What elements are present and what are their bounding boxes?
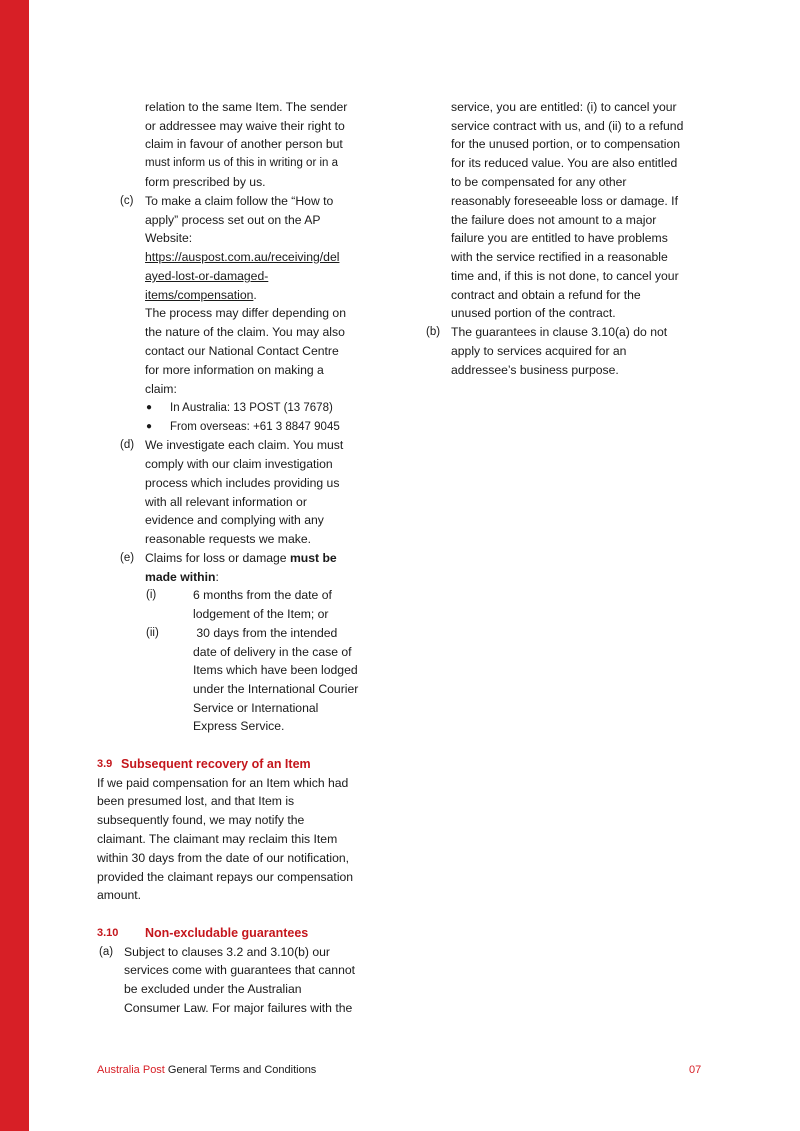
text-line: subsequently found, we may notify the [97, 813, 305, 827]
text-line: time and, if this is not done, to cancel your [451, 269, 679, 283]
text-line: 30 days from the intended [193, 626, 338, 640]
text-line: Service or International [193, 701, 319, 715]
footer-title: General Terms and Conditions [164, 1064, 317, 1076]
text-line: apply” process set out on the AP [145, 213, 321, 227]
footer-brand: Australia Post [97, 1064, 165, 1076]
text-line: amount. [97, 888, 142, 902]
text-line: provided the claimant repays our compensation [97, 870, 354, 884]
text-line: services come with guarantees that cannot [124, 963, 356, 977]
text-line: for more information on making a [145, 363, 324, 377]
text-line: process which includes providing us [145, 476, 340, 490]
text-line: Consumer Law. For major failures with the [124, 1001, 353, 1015]
text-line: contact our National Contact Centre [145, 344, 339, 358]
text-line: Items which have been lodged [193, 663, 358, 677]
text-span: : [215, 570, 219, 584]
subclause-marker-i: (i) [146, 589, 157, 601]
text-line: addressee’s business purpose. [451, 363, 619, 377]
compensation-link-line[interactable]: https://auspost.com.au/receiving/del [145, 250, 340, 264]
bullet-item: In Australia: 13 POST (13 7678) [170, 402, 333, 414]
text-line: to be compensated for any other [451, 175, 627, 189]
text-line: Subject to clauses 3.2 and 3.10(b) our [124, 945, 330, 959]
text-span: Claims for loss or damage [145, 551, 290, 565]
emphasis-text: must be [289, 551, 337, 565]
text-line: lodgement of the Item; or [193, 607, 329, 621]
text-line: failure you are entitled to have problems [451, 231, 668, 245]
text-line: form prescribed by us. [145, 175, 266, 189]
text-line: The guarantees in clause 3.10(a) do not [451, 325, 668, 339]
section-heading-3-10: Non-excludable guarantees [145, 926, 309, 940]
text-line: unused portion of the contract. [451, 306, 616, 320]
text-line: with all relevant information or [145, 495, 307, 509]
text-line: Express Service. [193, 719, 285, 733]
emphasis-text: made within [145, 570, 216, 584]
clause-marker-c: (c) [120, 195, 134, 207]
text-line: comply with our claim investigation [145, 457, 333, 471]
text-line: be excluded under the Australian [124, 982, 302, 996]
text-line: claim in favour of another person but [145, 137, 343, 151]
section-number-3-10: 3.10 [97, 927, 119, 939]
text-line: service contract with us, and (ii) to a refund [451, 119, 684, 133]
text-line: Website: [145, 231, 193, 245]
subclause-marker-ii: (ii) [146, 627, 159, 639]
text-line: the nature of the claim. You may also [145, 325, 345, 339]
text-line: claim: [145, 382, 177, 396]
text-line [145, 286, 257, 305]
compensation-link-line[interactable]: ayed-lost-or-damaged- [145, 269, 269, 283]
text-line: for its reduced value. You are also entitled [451, 156, 678, 170]
text-line: under the International Courier [193, 682, 359, 696]
section-number-3-9: 3.9 [97, 758, 113, 770]
clause-marker-d: (d) [120, 439, 135, 451]
text-line: claimant. The claimant may reclaim this Item [97, 832, 338, 846]
link-period: . [253, 288, 257, 302]
text-line [145, 549, 337, 568]
page-footer [97, 1062, 316, 1078]
text-line: If we paid compensation for an Item which had [97, 776, 349, 790]
text-line: We investigate each claim. You must [145, 438, 344, 452]
clause-marker-a: (a) [99, 946, 114, 958]
text-line: for the unused portion, or to compensation [451, 137, 680, 151]
text-line: contract and obtain a refund for the [451, 288, 641, 302]
text-line: been presumed lost, and that Item is [97, 794, 295, 808]
compensation-link-line[interactable]: items/compensation [145, 288, 254, 302]
bullet-icon: ● [146, 421, 153, 432]
text-line [145, 568, 219, 587]
text-line: date of delivery in the case of [193, 645, 352, 659]
text-line: with the service rectified in a reasonable [451, 250, 668, 264]
clause-marker-b: (b) [426, 326, 441, 338]
text-line: reasonably foreseeable loss or damage. If [451, 194, 678, 208]
section-heading-3-9: Subsequent recovery of an Item [121, 757, 311, 771]
text-line: within 30 days from the date of our notification, [97, 851, 350, 865]
text-line: evidence and complying with any [145, 513, 324, 527]
bullet-icon: ● [146, 402, 153, 413]
text-line: To make a claim follow the “How to [145, 194, 334, 208]
text-line: or addressee may waive their right to [145, 119, 345, 133]
text-line: The process may differ depending on [145, 306, 346, 320]
text-line: 6 months from the date of [193, 588, 332, 602]
text-line: service, you are entitled: (i) to cancel your [451, 100, 677, 114]
text-line: apply to services acquired for an [451, 344, 627, 358]
bullet-item: From overseas: +61 3 8847 9045 [170, 421, 340, 433]
text-line: must inform us of this in writing or in a [145, 157, 339, 169]
text-line: the failure does not amount to a major [451, 213, 657, 227]
clause-marker-e: (e) [120, 552, 135, 564]
text-line: reasonable requests we make. [145, 532, 311, 546]
text-line: relation to the same Item. The sender [145, 100, 348, 114]
page-number: 07 [689, 1064, 702, 1076]
